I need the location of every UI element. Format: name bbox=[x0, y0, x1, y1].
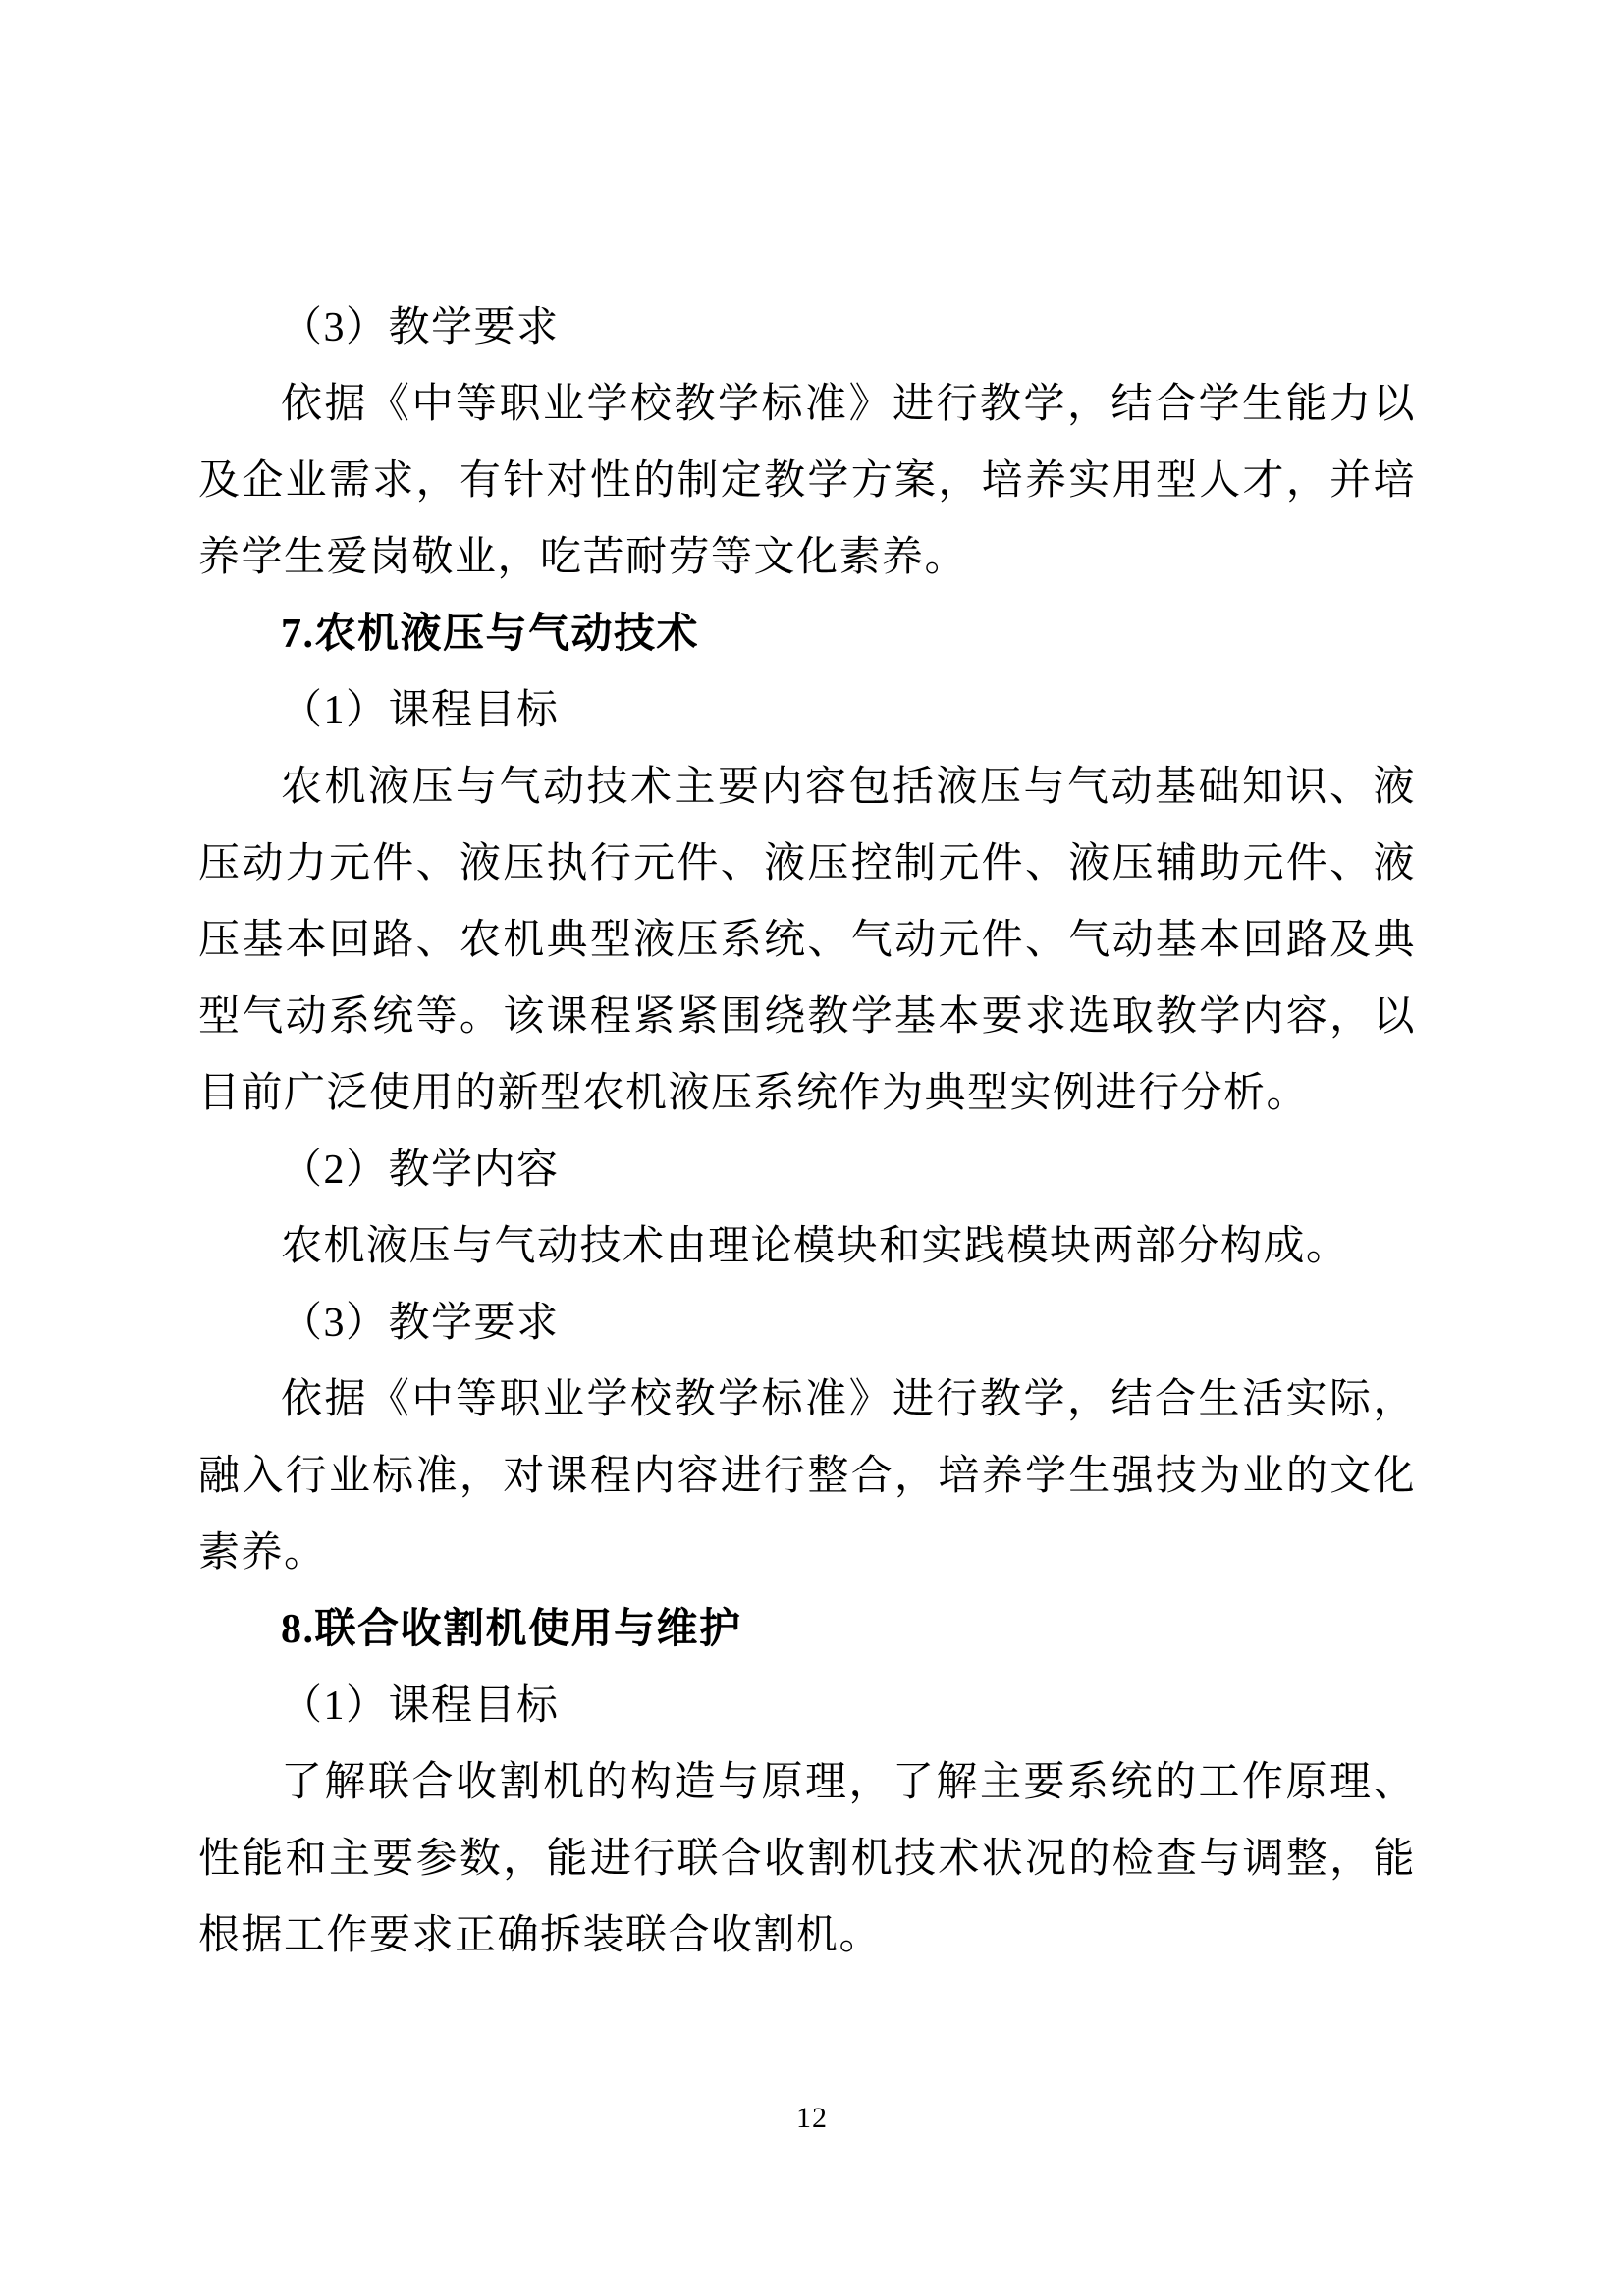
section-heading-7: 7.农机液压与气动技术 bbox=[281, 612, 700, 657]
text-line: 型气动系统等。该课程紧紧围绕教学基本要求选取教学内容，以 bbox=[198, 994, 1416, 1040]
text-line: 农机液压与气动技术由理论模块和实践模块两部分构成。 bbox=[281, 1224, 1349, 1269]
text-line: （3）教学要求 bbox=[281, 305, 560, 350]
text-line: 素养。 bbox=[198, 1530, 327, 1575]
text-line: （1）课程目标 bbox=[281, 1683, 560, 1729]
text-line: 压动力元件、液压执行元件、液压控制元件、液压辅助元件、液 bbox=[198, 841, 1416, 886]
text-line: 及企业需求，有针对性的制定教学方案，培养实用型人才，并培 bbox=[198, 458, 1416, 504]
text-line: 融入行业标准，对课程内容进行整合，培养学生强技为业的文化 bbox=[198, 1454, 1416, 1499]
text-line: （1）课程目标 bbox=[281, 688, 560, 733]
text-line: 了解联合收割机的构造与原理，了解主要系统的工作原理、 bbox=[281, 1760, 1416, 1805]
text-line: 养学生爱岗敬业，吃苦耐劳等文化素养。 bbox=[198, 535, 968, 580]
text-line: 目前广泛使用的新型农机液压系统作为典型实例进行分析。 bbox=[198, 1071, 1310, 1116]
text-line: 压基本回路、农机典型液压系统、气动元件、气动基本回路及典 bbox=[198, 918, 1416, 963]
page-number: 12 bbox=[796, 2102, 828, 2134]
section-heading-8: 8.联合收割机使用与维护 bbox=[281, 1607, 742, 1652]
text-line: 根据工作要求正确拆装联合收割机。 bbox=[198, 1913, 883, 1958]
document-body bbox=[198, 290, 1416, 1974]
text-line: 依据《中等职业学校教学标准》进行教学，结合学生能力以 bbox=[281, 382, 1416, 427]
text-line: （3）教学要求 bbox=[281, 1301, 560, 1346]
text-line: 农机液压与气动技术主要内容包括液压与气动基础知识、液 bbox=[281, 765, 1416, 810]
text-line: 性能和主要参数，能进行联合收割机技术状况的检查与调整，能 bbox=[198, 1837, 1416, 1882]
text-line: （2）教学内容 bbox=[281, 1148, 560, 1193]
text-line: 依据《中等职业学校教学标准》进行教学，结合生活实际， bbox=[281, 1377, 1416, 1422]
